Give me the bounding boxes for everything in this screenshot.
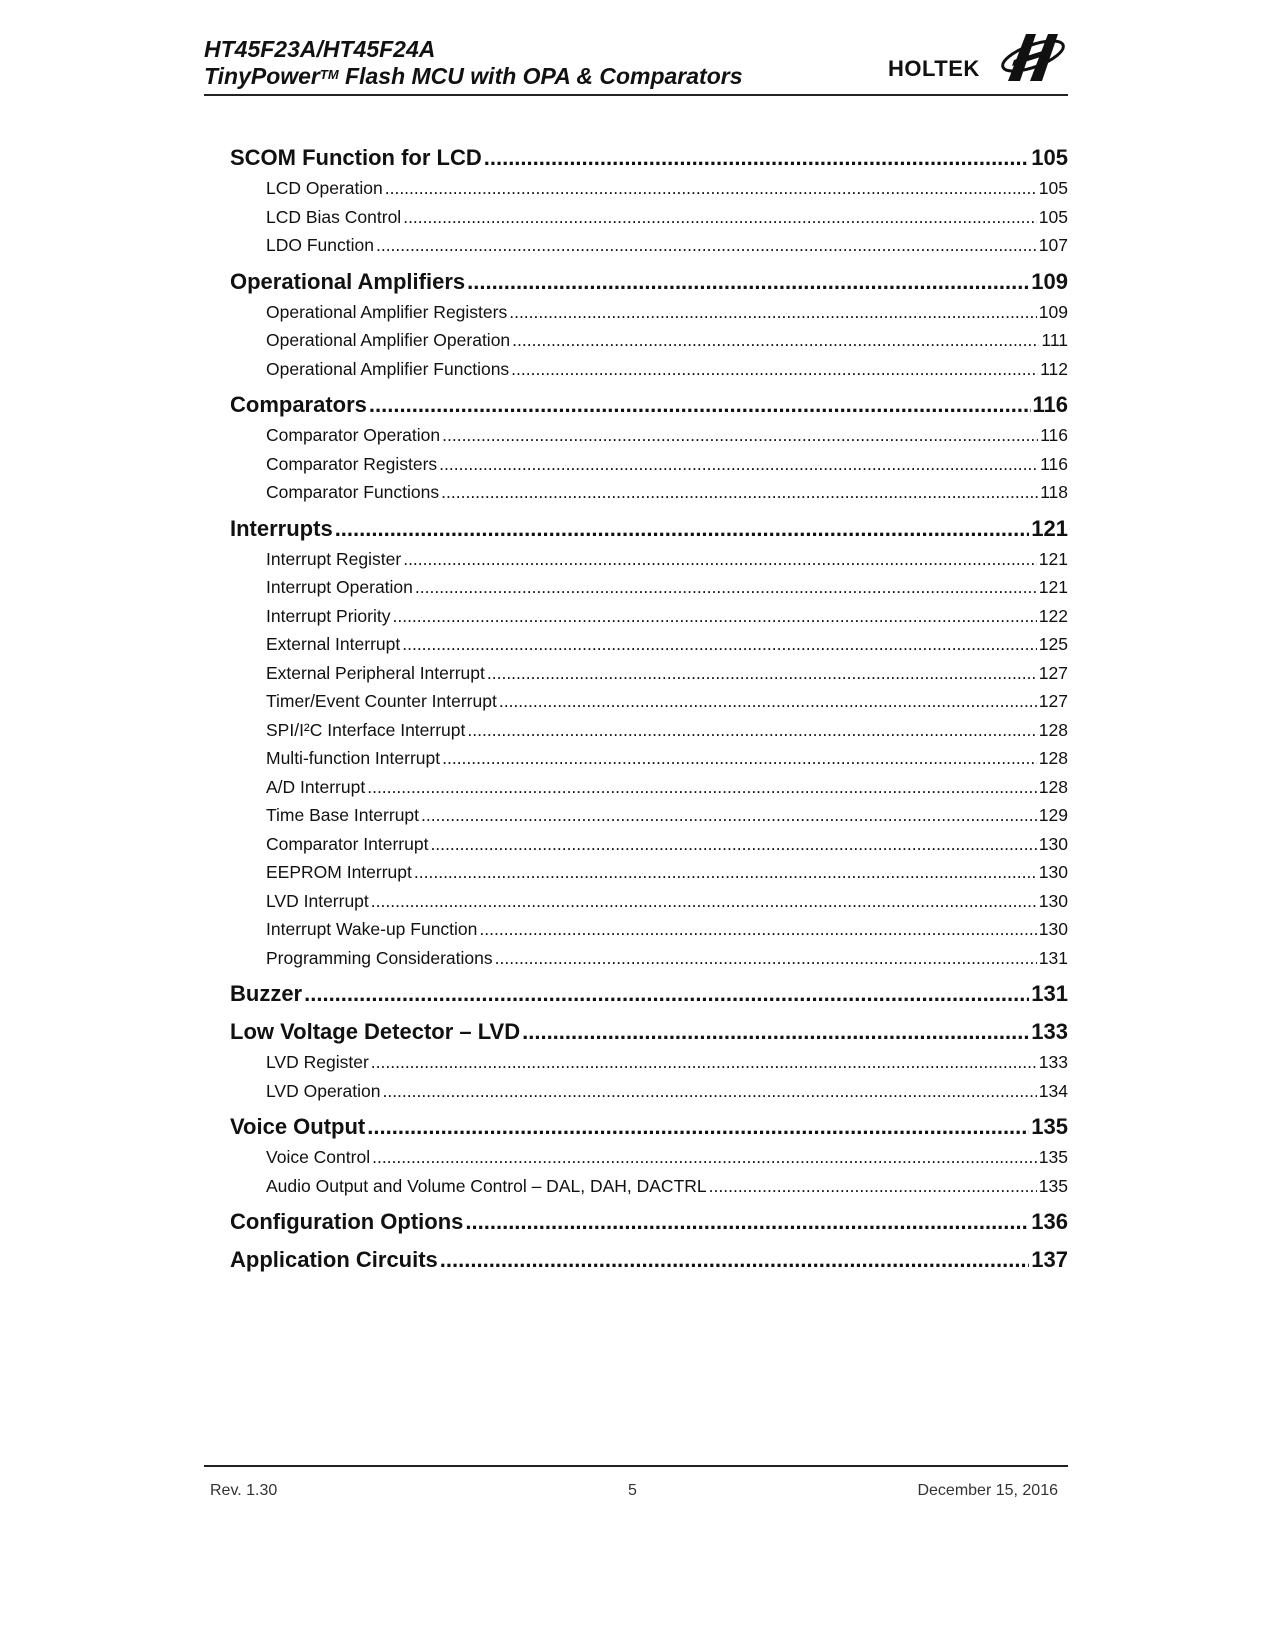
- toc-section-page: 121: [1031, 515, 1068, 541]
- toc-subsection-title: LCD Bias Control: [266, 206, 402, 227]
- toc-section-page: 136: [1031, 1209, 1068, 1234]
- toc-section-page: 133: [1031, 1019, 1068, 1044]
- toc-subsection-entry[interactable]: [230, 1048, 1068, 1077]
- dot-leader: [369, 389, 1031, 421]
- toc-subsection-entry[interactable]: [230, 450, 1068, 479]
- page-number: 5: [628, 1482, 637, 1499]
- toc-subsection-page: 130: [1038, 862, 1068, 882]
- dot-leader: [367, 773, 1037, 802]
- toc-section-title: Operational Amplifiers: [230, 268, 466, 294]
- table-of-contents: [230, 142, 1068, 1282]
- dot-leader: [402, 630, 1037, 659]
- dot-leader: [335, 513, 1030, 545]
- toc-subsection-title: Operational Amplifier Registers: [266, 301, 508, 322]
- dot-leader: [709, 1172, 1037, 1201]
- toc-subsection-page: 134: [1038, 1080, 1068, 1101]
- dot-leader: [499, 687, 1037, 716]
- toc-subsection-title: Timer/Event Counter Interrupt: [266, 691, 497, 711]
- toc-section: [230, 1016, 1068, 1105]
- toc-subsection-page: 133: [1038, 1052, 1068, 1072]
- toc-section-title: Application Circuits: [230, 1247, 438, 1272]
- page-header: [204, 36, 1068, 96]
- dot-leader: [430, 830, 1036, 859]
- dot-leader: [511, 355, 1038, 384]
- toc-subsection-title: Comparator Registers: [266, 453, 438, 474]
- toc-section: [230, 142, 1068, 260]
- document-title: HT45F23A/HT45F24A: [204, 36, 436, 62]
- toc-subsection-page: 127: [1038, 691, 1068, 711]
- toc-subsection-title: Time Base Interrupt: [266, 805, 420, 825]
- toc-subsection-title: Operational Amplifier Operation: [266, 330, 511, 350]
- dot-leader: [414, 858, 1037, 887]
- toc-subsection-entry[interactable]: [230, 1143, 1068, 1172]
- toc-subsection-title: Voice Control: [266, 1147, 371, 1167]
- toc-subsection-entry[interactable]: [230, 716, 1068, 745]
- dot-leader: [495, 944, 1037, 973]
- dot-leader: [522, 1016, 1029, 1048]
- toc-section-page: 105: [1031, 145, 1068, 170]
- subtitle-main: TinyPower: [204, 63, 320, 89]
- logo-text: HOLTEK: [888, 56, 980, 81]
- dot-leader: [415, 573, 1037, 602]
- toc-subsection-entry[interactable]: [230, 174, 1068, 203]
- toc-subsection-entry[interactable]: [230, 801, 1068, 830]
- toc-subsection-entry[interactable]: [230, 830, 1068, 859]
- toc-subsection-entry[interactable]: [230, 478, 1068, 507]
- toc-section-entry[interactable]: [230, 513, 1068, 545]
- page-footer: [204, 1465, 1068, 1507]
- holtek-logo-icon: [978, 26, 1068, 90]
- toc-subsection-entry[interactable]: [230, 421, 1068, 450]
- toc-subsection-page: 131: [1038, 947, 1068, 968]
- toc-section-entry[interactable]: [230, 1206, 1068, 1238]
- toc-subsection-page: 111: [1041, 330, 1068, 350]
- toc-section-title: Interrupts: [230, 515, 333, 541]
- dot-leader: [385, 174, 1037, 203]
- toc-subsection-title: Comparator Functions: [266, 482, 440, 502]
- toc-subsection-page: 127: [1038, 662, 1068, 683]
- toc-section: [230, 1206, 1068, 1238]
- toc-section-entry[interactable]: [230, 389, 1068, 421]
- toc-section-title: Low Voltage Detector – LVD: [230, 1019, 521, 1044]
- toc-subsection-title: LVD Register: [266, 1052, 369, 1072]
- toc-subsection-page: 130: [1038, 919, 1068, 939]
- publication-date: December 15, 2016: [917, 1482, 1058, 1499]
- dot-leader: [442, 744, 1037, 773]
- dot-leader: [371, 887, 1037, 916]
- dot-leader: [372, 1143, 1037, 1172]
- toc-subsection-title: Interrupt Register: [266, 548, 402, 569]
- toc-subsection-title: LDO Function: [266, 235, 374, 255]
- dot-leader: [465, 1206, 1029, 1238]
- toc-subsection-title: Programming Considerations: [266, 947, 493, 968]
- toc-subsection-entry[interactable]: [230, 1077, 1068, 1106]
- dot-leader: [441, 478, 1038, 507]
- dot-leader: [487, 659, 1037, 688]
- dot-leader: [484, 142, 1030, 174]
- toc-subsection-title: LVD Interrupt: [266, 890, 369, 911]
- toc-subsection-entry[interactable]: [230, 744, 1068, 773]
- dot-leader: [467, 266, 1029, 298]
- toc-subsection-page: 122: [1038, 605, 1068, 626]
- toc-section-title: Comparators: [230, 392, 367, 417]
- toc-subsection-page: 128: [1038, 748, 1068, 768]
- toc-subsection-title: External Interrupt: [266, 634, 401, 654]
- toc-section-entry[interactable]: [230, 1016, 1068, 1048]
- toc-subsection-page: 128: [1038, 719, 1068, 740]
- toc-section-page: 137: [1031, 1247, 1068, 1272]
- toc-subsection-title: Multi-function Interrupt: [266, 748, 441, 768]
- toc-subsection-page: 105: [1038, 178, 1068, 198]
- dot-leader: [439, 450, 1038, 479]
- toc-subsection-entry[interactable]: [230, 630, 1068, 659]
- toc-section: [230, 266, 1068, 384]
- toc-subsection-page: 105: [1038, 206, 1068, 227]
- toc-subsection-entry[interactable]: [230, 355, 1068, 384]
- toc-subsection-title: A/D Interrupt: [266, 776, 366, 797]
- toc-section-page: 135: [1031, 1114, 1068, 1139]
- toc-subsection-page: 128: [1038, 776, 1068, 797]
- toc-subsection-entry[interactable]: [230, 887, 1068, 916]
- toc-subsection-entry[interactable]: [230, 545, 1068, 574]
- toc-subsection-page: 107: [1038, 235, 1068, 255]
- toc-subsection-title: Interrupt Priority: [266, 605, 391, 626]
- dot-leader: [509, 298, 1037, 327]
- toc-subsection-title: External Peripheral Interrupt: [266, 662, 485, 683]
- trademark-mark: TM: [319, 67, 339, 82]
- toc-subsection-entry[interactable]: [230, 231, 1068, 260]
- dot-leader: [304, 978, 1029, 1010]
- toc-subsection-entry[interactable]: [230, 298, 1068, 327]
- toc-subsection-page: 135: [1038, 1175, 1068, 1196]
- toc-subsection-page: 116: [1040, 425, 1068, 445]
- dot-leader: [367, 1111, 1029, 1143]
- toc-subsection-page: 112: [1040, 358, 1068, 379]
- toc-subsection-entry[interactable]: [230, 203, 1068, 232]
- toc-subsection-title: Interrupt Wake-up Function: [266, 919, 478, 939]
- toc-section-entry[interactable]: [230, 978, 1068, 1010]
- toc-section-title: Voice Output: [230, 1114, 366, 1139]
- toc-subsection-entry[interactable]: [230, 1172, 1068, 1201]
- toc-subsection-title: SPI/I²C Interface Interrupt: [266, 719, 466, 740]
- dot-leader: [442, 421, 1038, 450]
- toc-subsection-page: 116: [1040, 453, 1068, 474]
- toc-section-page: 131: [1031, 981, 1068, 1006]
- toc-subsection-page: 109: [1038, 301, 1068, 322]
- dot-leader: [512, 326, 1039, 355]
- toc-subsection-entry[interactable]: [230, 915, 1068, 944]
- toc-subsection-entry[interactable]: [230, 773, 1068, 802]
- dot-leader: [467, 716, 1036, 745]
- dot-leader: [392, 602, 1036, 631]
- toc-subsection-entry[interactable]: [230, 687, 1068, 716]
- toc-subsection-page: 125: [1038, 634, 1068, 654]
- toc-subsection-page: 135: [1038, 1147, 1068, 1167]
- toc-section-page: 109: [1031, 268, 1068, 294]
- toc-subsection-entry[interactable]: [230, 573, 1068, 602]
- toc-section: [230, 1111, 1068, 1200]
- holtek-logo: [888, 26, 1068, 96]
- dot-leader: [376, 231, 1037, 260]
- revision-label: Rev. 1.30: [210, 1482, 278, 1499]
- dot-leader: [403, 203, 1037, 232]
- toc-subsection-title: Audio Output and Volume Control – DAL, DAH, DACTRL: [266, 1175, 707, 1196]
- toc-subsection-title: Interrupt Operation: [266, 577, 413, 597]
- toc-section: [230, 513, 1068, 973]
- toc-subsection-page: 121: [1038, 548, 1068, 569]
- toc-subsection-title: Comparator Operation: [266, 425, 441, 445]
- toc-section: [230, 1244, 1068, 1276]
- toc-section: [230, 978, 1068, 1010]
- toc-section: [230, 389, 1068, 507]
- dot-leader: [479, 915, 1036, 944]
- dot-leader: [382, 1077, 1036, 1106]
- toc-subsection-entry[interactable]: [230, 602, 1068, 631]
- toc-section-entry[interactable]: [230, 1244, 1068, 1276]
- subtitle-rest: Flash MCU with OPA & Comparators: [338, 63, 743, 89]
- toc-subsection-entry[interactable]: [230, 326, 1068, 355]
- toc-section-title: Buzzer: [230, 981, 303, 1006]
- toc-subsection-entry[interactable]: [230, 659, 1068, 688]
- toc-subsection-page: 130: [1038, 833, 1068, 854]
- toc-subsection-entry[interactable]: [230, 944, 1068, 973]
- toc-subsection-page: 121: [1038, 577, 1068, 597]
- toc-subsection-page: 129: [1038, 805, 1068, 825]
- toc-subsection-title: Comparator Interrupt: [266, 833, 429, 854]
- toc-subsection-title: LVD Operation: [266, 1080, 381, 1101]
- toc-section-entry[interactable]: [230, 266, 1068, 298]
- toc-section-entry[interactable]: [230, 142, 1068, 174]
- dot-leader: [403, 545, 1037, 574]
- dot-leader: [371, 1048, 1037, 1077]
- toc-subsection-entry[interactable]: [230, 858, 1068, 887]
- toc-section-title: Configuration Options: [230, 1209, 464, 1234]
- toc-subsection-page: 130: [1038, 890, 1068, 911]
- toc-subsection-title: Operational Amplifier Functions: [266, 358, 510, 379]
- toc-subsection-page: 118: [1040, 482, 1068, 502]
- toc-subsection-title: LCD Operation: [266, 178, 383, 198]
- dot-leader: [421, 801, 1037, 830]
- toc-section-page: 116: [1032, 392, 1068, 417]
- toc-section-title: SCOM Function for LCD: [230, 145, 482, 170]
- dot-leader: [440, 1244, 1029, 1276]
- toc-section-entry[interactable]: [230, 1111, 1068, 1143]
- toc-subsection-title: EEPROM Interrupt: [266, 862, 412, 882]
